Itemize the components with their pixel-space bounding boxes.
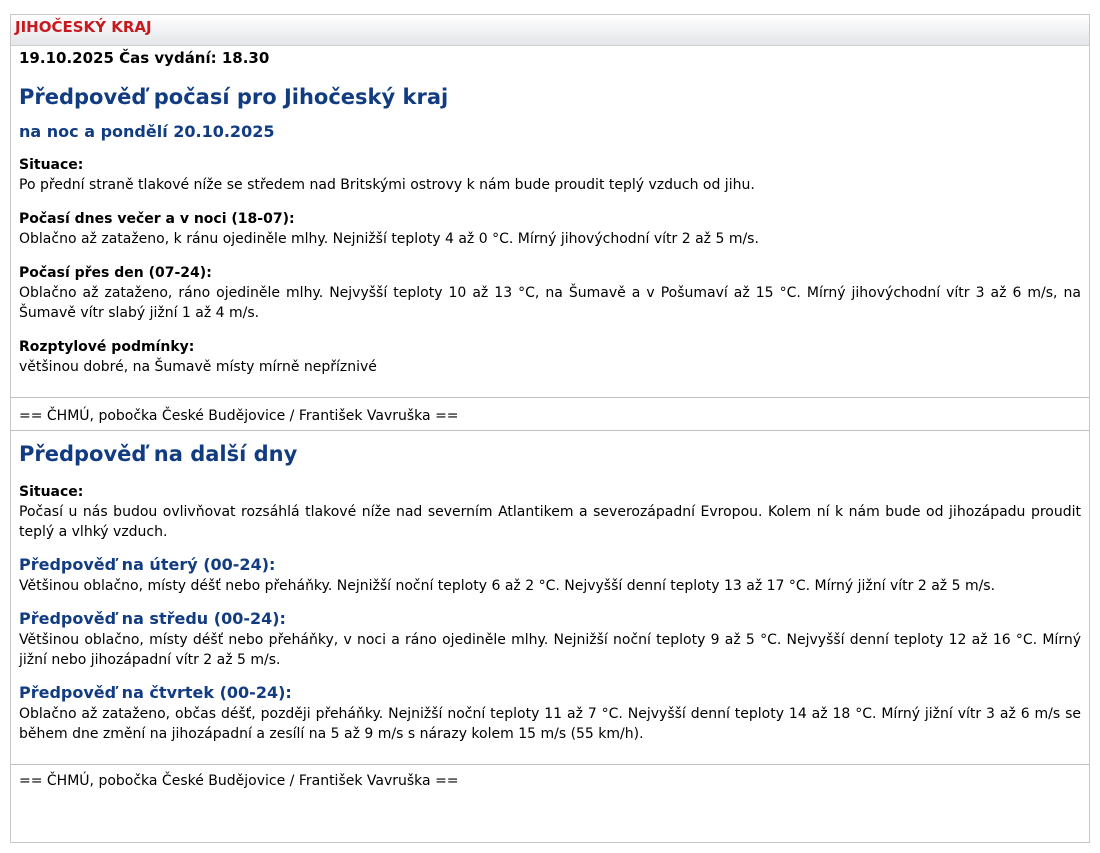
forecast-panel bbox=[10, 14, 1090, 843]
dispersion-heading: Rozptylové podmínky: bbox=[19, 339, 195, 355]
situation-heading: Situace: bbox=[19, 157, 84, 173]
tonight-heading: Počasí dnes večer a v noci (18-07): bbox=[19, 211, 295, 227]
daytime-heading: Počasí přes den (07-24): bbox=[19, 265, 212, 281]
region-header bbox=[11, 15, 1089, 46]
outlook-situation-text: Počasí u nás budou ovlivňovat rozsáhlá tlakové níže nad severním Atlantikem a severozápadní Evropou. Kolem ní k nám bude od jihozápadu proudit teplý a vlhký vzduch. bbox=[19, 504, 1081, 540]
situation-text: Po přední straně tlakové níže se středem nad Britskými ostrovy k nám bude proudit teplý vzduch od jihu. bbox=[19, 177, 755, 193]
dispersion-text: většinou dobré, na Šumavě místy mírně nepříznivé bbox=[19, 359, 377, 375]
outlook-title: Předpověď na další dny bbox=[19, 442, 298, 466]
forecast-title: Předpověď počasí pro Jihočeský kraj bbox=[19, 85, 449, 109]
region-title: JIHOČESKÝ KRAJ bbox=[15, 18, 152, 36]
tuesday-heading: Předpověď na úterý (00-24): bbox=[19, 555, 276, 574]
wednesday-text: Většinou oblačno, místy déšť nebo přeháňky, v noci a ráno ojediněle mlhy. Nejnižší noční teploty 9 až 5 °C. Nejvyšší denní teploty 12 až 16 °C. Mírný jižní nebo jihozápadní vítr 2 až 5 m/s. bbox=[19, 632, 1081, 668]
thursday-heading: Předpověď na čtvrtek (00-24): bbox=[19, 683, 292, 702]
thursday-text: Oblačno až zataženo, občas déšť, později přeháňky. Nejnižší noční teploty 11 až 7 °C. Nejvyšší denní teploty 14 až 18 °C. Mírný jižní vítr 3 až 6 m/s se během dne změní na jihozápadní a zesílí na 5 až 9 m/s s nárazy kolem 15 m/s (55 km/h). bbox=[19, 706, 1081, 742]
issue-date: 19.10.2025 Čas vydání: 18.30 bbox=[19, 49, 270, 67]
divider bbox=[11, 430, 1089, 431]
forecast-subtitle: na noc a pondělí 20.10.2025 bbox=[19, 122, 275, 141]
tonight-text: Oblačno až zataženo, k ránu ojediněle mlhy. Nejnižší teploty 4 až 0 °C. Mírný jihovýchodní vítr 2 až 5 m/s. bbox=[19, 231, 759, 247]
outlook-situation-heading: Situace: bbox=[19, 484, 84, 500]
wednesday-heading: Předpověď na středu (00-24): bbox=[19, 609, 286, 628]
signature: == ČHMÚ, pobočka České Budějovice / František Vavruška == bbox=[19, 773, 459, 789]
daytime-text: Oblačno až zataženo, ráno ojediněle mlhy. Nejvyšší teploty 10 až 13 °C, na Šumavě a v Pošumaví až 15 °C. Mírný jihovýchodní vítr 3 až 6 m/s, na Šumavě vítr slabý jižní 1 až 4 m/s. bbox=[19, 285, 1081, 321]
signature: == ČHMÚ, pobočka České Budějovice / František Vavruška == bbox=[19, 408, 459, 424]
tuesday-text: Většinou oblačno, místy déšť nebo přeháňky. Nejnižší noční teploty 6 až 2 °C. Nejvyšší denní teploty 13 až 17 °C. Mírný jižní vítr 2 až 5 m/s. bbox=[19, 578, 996, 594]
